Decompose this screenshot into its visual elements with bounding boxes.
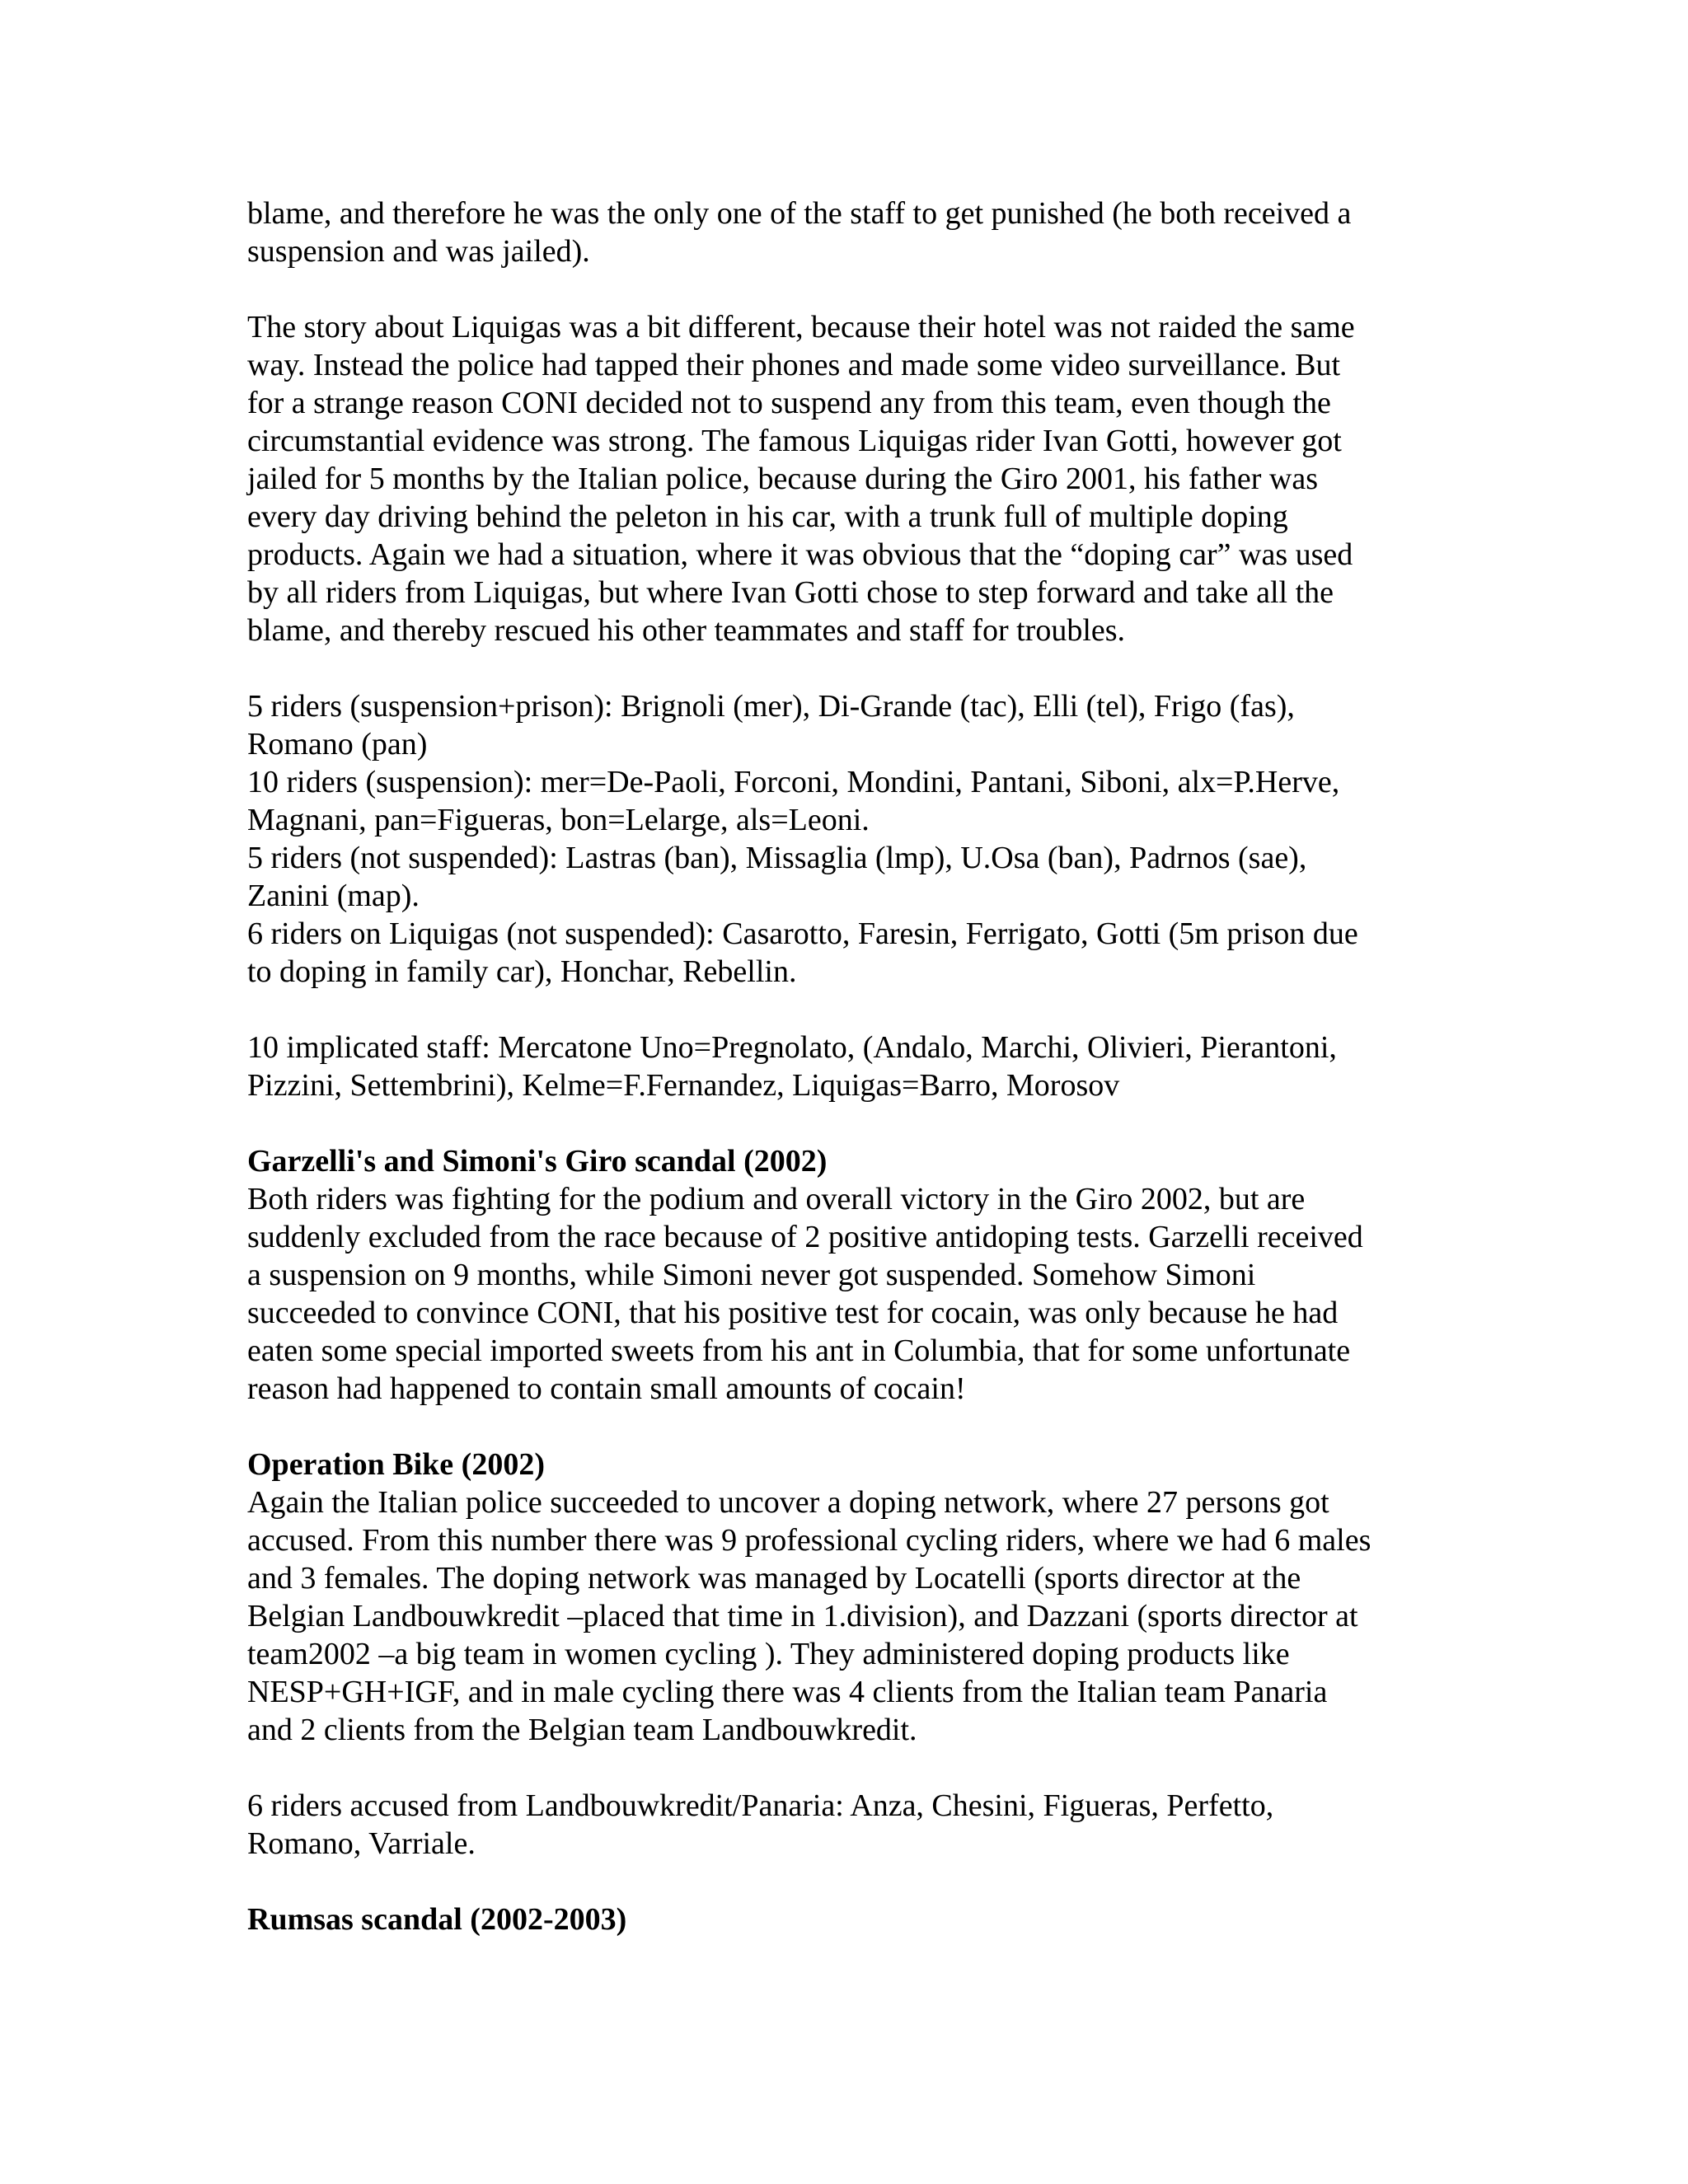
paragraph-suspension-end [247, 194, 1451, 270]
paragraph-gap [247, 1863, 1451, 1900]
text-line: way. Instead the police had tapped their phones and made some video surveillance. But [247, 348, 1341, 382]
text-line: circumstantial evidence was strong. The famous Liquigas rider Ivan Gotti, however got [247, 424, 1342, 458]
text-line: The story about Liquigas was a bit different, because their hotel was not raided the same [247, 310, 1355, 344]
text-line: NESP+GH+IGF, and in male cycling there was 4 clients from the Italian team Panaria [247, 1675, 1328, 1709]
text-line: suspension and was jailed). [247, 234, 590, 269]
paragraph-implicated-staff [247, 1029, 1451, 1104]
text-line: Belgian Landbouwkredit –placed that time in 1.division), and Dazzani (sports director at [247, 1599, 1358, 1633]
paragraph-giro-scandal [247, 1180, 1451, 1408]
paragraph-operation-bike [247, 1483, 1451, 1749]
text-line: products. Again we had a situation, where it was obvious that the “doping car” was used [247, 537, 1353, 572]
text-line: 10 implicated staff: Mercatone Uno=Pregnolato, (Andalo, Marchi, Olivieri, Pierantoni, [247, 1030, 1337, 1065]
text-line: blame, and therefore he was the only one of the staff to get punished (he both received a [247, 196, 1352, 231]
paragraph-gap [247, 1104, 1451, 1142]
text-line: 6 riders accused from Landbouwkredit/Panaria: Anza, Chesini, Figueras, Perfetto, [247, 1788, 1274, 1823]
text-line: for a strange reason CONI decided not to suspend any from this team, even though the [247, 386, 1331, 420]
text-line: Romano, Varriale. [247, 1826, 476, 1861]
section-heading-giro-scandal: Garzelli's and Simoni's Giro scandal (2002) [247, 1144, 828, 1179]
text-line: reason had happened to contain small amounts of cocain! [247, 1371, 966, 1406]
text-line: Both riders was fighting for the podium and overall victory in the Giro 2002, but are [247, 1182, 1306, 1216]
text-line: a suspension on 9 months, while Simoni never got suspended. Somehow Simoni [247, 1258, 1256, 1292]
text-line: Magnani, pan=Figueras, bon=Lelarge, als=Leoni. [247, 803, 870, 837]
paragraph-gap [247, 991, 1451, 1029]
text-line: blame, and thereby rescued his other teammates and staff for troubles. [247, 613, 1126, 648]
paragraph-gap [247, 270, 1451, 308]
text-line: 5 riders (not suspended): Lastras (ban), Missaglia (lmp), U.Osa (ban), Padrnos (sae), [247, 841, 1307, 875]
text-line: every day driving behind the peleton in his car, with a trunk full of multiple doping [247, 499, 1288, 534]
text-line: eaten some special imported sweets from his ant in Columbia, that for some unfortunate [247, 1333, 1351, 1368]
text-line: jailed for 5 months by the Italian police, because during the Giro 2001, his father was [247, 462, 1319, 496]
paragraph-gap [247, 1408, 1451, 1446]
text-line: suddenly excluded from the race because of 2 positive antidoping tests. Garzelli received [247, 1220, 1363, 1254]
section-heading-operation-bike: Operation Bike (2002) [247, 1447, 545, 1482]
text-line: Zanini (map). [247, 879, 420, 913]
text-line: by all riders from Liquigas, but where Ivan Gotti chose to step forward and take all the [247, 575, 1334, 610]
paragraph-gap [247, 649, 1451, 687]
text-line: Again the Italian police succeeded to uncover a doping network, where 27 persons got [247, 1485, 1329, 1520]
paragraph-gap [247, 1749, 1451, 1787]
paragraph-rider-lists [247, 687, 1451, 991]
text-line: and 2 clients from the Belgian team Landbouwkredit. [247, 1713, 917, 1747]
text-line: 10 riders (suspension): mer=De-Paoli, Forconi, Mondini, Pantani, Siboni, alx=P.Herve, [247, 765, 1340, 799]
text-line: 5 riders (suspension+prison): Brignoli (mer), Di-Grande (tac), Elli (tel), Frigo (fas), [247, 689, 1295, 724]
text-line: succeeded to convince CONI, that his positive test for cocain, was only because he had [247, 1296, 1339, 1330]
text-line: Romano (pan) [247, 727, 428, 762]
section-heading-rumsas-scandal: Rumsas scandal (2002-2003) [247, 1902, 627, 1937]
text-line: 6 riders on Liquigas (not suspended): Casarotto, Faresin, Ferrigato, Gotti (5m prison due [247, 916, 1358, 951]
text-line: team2002 –a big team in women cycling ). They administered doping products like [247, 1637, 1290, 1671]
paragraph-liquigas-story [247, 308, 1451, 649]
paragraph-accused-riders [247, 1787, 1451, 1863]
text-line: accused. From this number there was 9 professional cycling riders, where we had 6 males [247, 1523, 1372, 1558]
text-line: to doping in family car), Honchar, Rebellin. [247, 954, 797, 989]
text-line: Pizzini, Settembrini), Kelme=F.Fernandez, Liquigas=Barro, Morosov [247, 1068, 1120, 1103]
document-page [247, 194, 1451, 1938]
text-line: and 3 females. The doping network was managed by Locatelli (sports director at the [247, 1561, 1301, 1596]
